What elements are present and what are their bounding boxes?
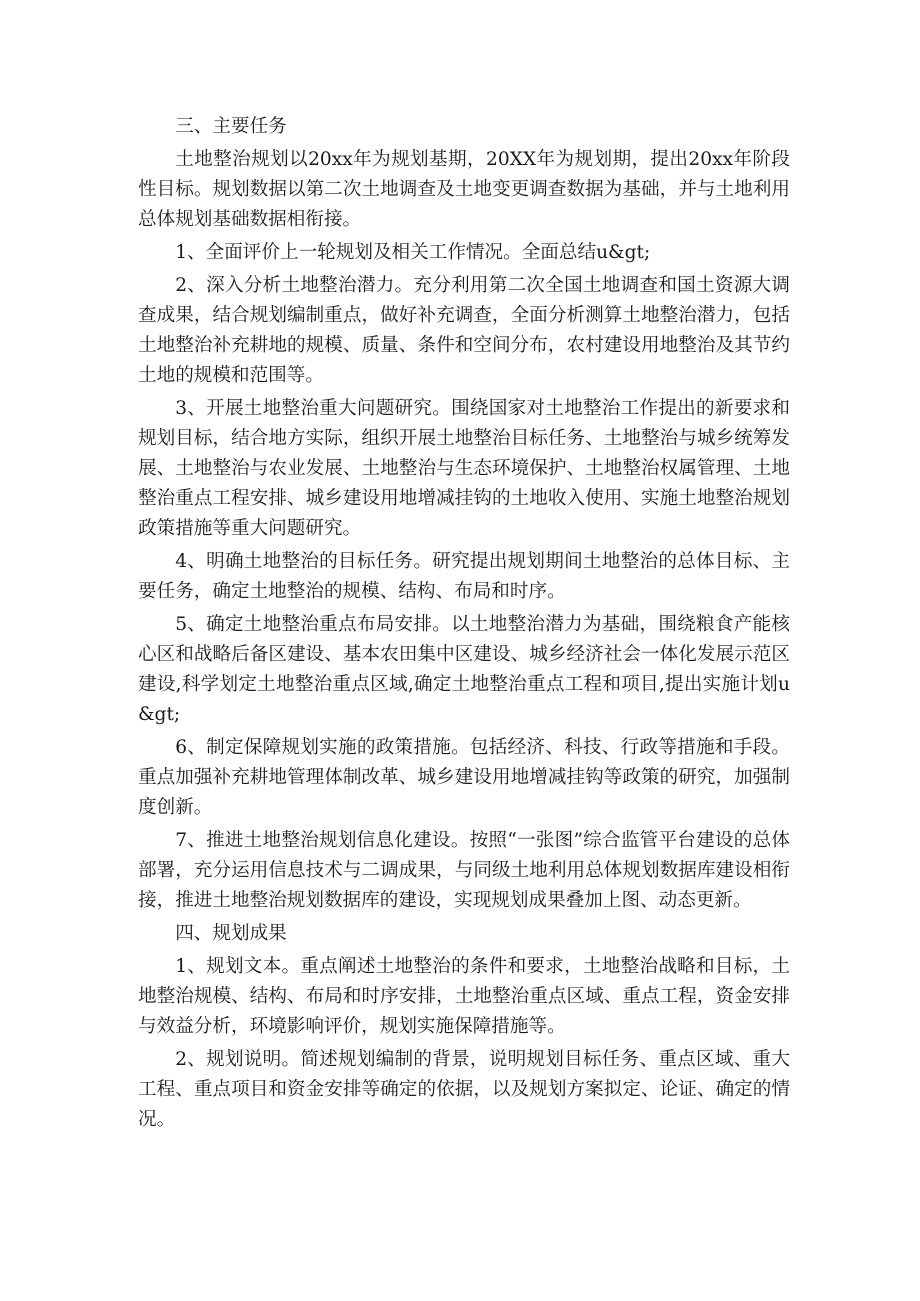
- paragraph-task-6: 6、制定保障规划实施的政策措施。包括经济、科技、行政等措施和手段。重点加强补充耕地管理体制改革、城乡建设用地增减挂钩等政策的研究，加强制度创新。: [138, 737, 790, 818]
- section-heading-main-tasks: 三、主要任务: [175, 116, 287, 137]
- paragraph-task-2: 2、深入分析土地整治潜力。充分利用第二次全国土地调查和国土资源大调查成果，结合规划编制重点，做好补充调查，全面分析测算土地整治潜力，包括土地整治补充耕地的规模、质量、条件和空间分布，农村建设用地整治及其节约土地的规模和范围等。: [138, 275, 790, 386]
- paragraph-task-3: 3、开展土地整治重大问题研究。围绕国家对土地整治工作提出的新要求和规划目标，结合地方实际，组织开展土地整治目标任务、土地整治与城乡统筹发展、土地整治与农业发展、土地整治与生态环境保护、土地整治权属管理、土地整治重点工程安排、城乡建设用地增减挂钩的土地收入使用、实施土地整治规划政策措施等重大问题研究。: [138, 398, 790, 539]
- paragraph-result-2: 2、规划说明。简述规划编制的背景，说明规划目标任务、重点区域、重大工程、重点项目和资金安排等确定的依据，以及规划方案拟定、论证、确定的情况。: [138, 1049, 790, 1130]
- paragraph-task-5: 5、确定土地整治重点布局安排。以土地整治潜力为基础，围绕粮食产能核心区和战略后备区建设、基本农田集中区建设、城乡经济社会一体化发展示范区建设,科学划定土地整治重点区域,确定土地整治重点工程和项目,提出实施计划u&gt;: [138, 614, 790, 725]
- paragraph-result-1: 1、规划文本。重点阐述土地整治的条件和要求，土地整治战略和目标，土地整治规模、结构、布局和时序安排，土地整治重点区域、重点工程，资金安排与效益分析，环境影响评价，规划实施保障措施等。: [138, 956, 790, 1037]
- section-heading-planning-results: 四、规划成果: [175, 923, 287, 944]
- paragraph-task-4: 4、明确土地整治的目标任务。研究提出规划期间土地整治的总体目标、主要任务，确定土地整治的规模、结构、布局和时序。: [138, 551, 790, 602]
- document-body: [138, 112, 790, 1138]
- paragraph-planning-period: 土地整治规划以20xx年为规划基期，20XX年为规划期，提出20xx年阶段性目标。规划数据以第二次土地调查及土地变更调查数据为基础，并与土地利用总体规划基础数据相衔接。: [138, 149, 790, 230]
- paragraph-task-1: 1、全面评价上一轮规划及相关工作情况。全面总结u&gt;: [175, 242, 651, 263]
- paragraph-task-7: 7、推进土地整治规划信息化建设。按照“一张图”综合监管平台建设的总体部署，充分运用信息技术与二调成果，与同级土地利用总体规划数据库建设相衔接，推进土地整治规划数据库的建设，实现规划成果叠加上图、动态更新。: [138, 830, 790, 911]
